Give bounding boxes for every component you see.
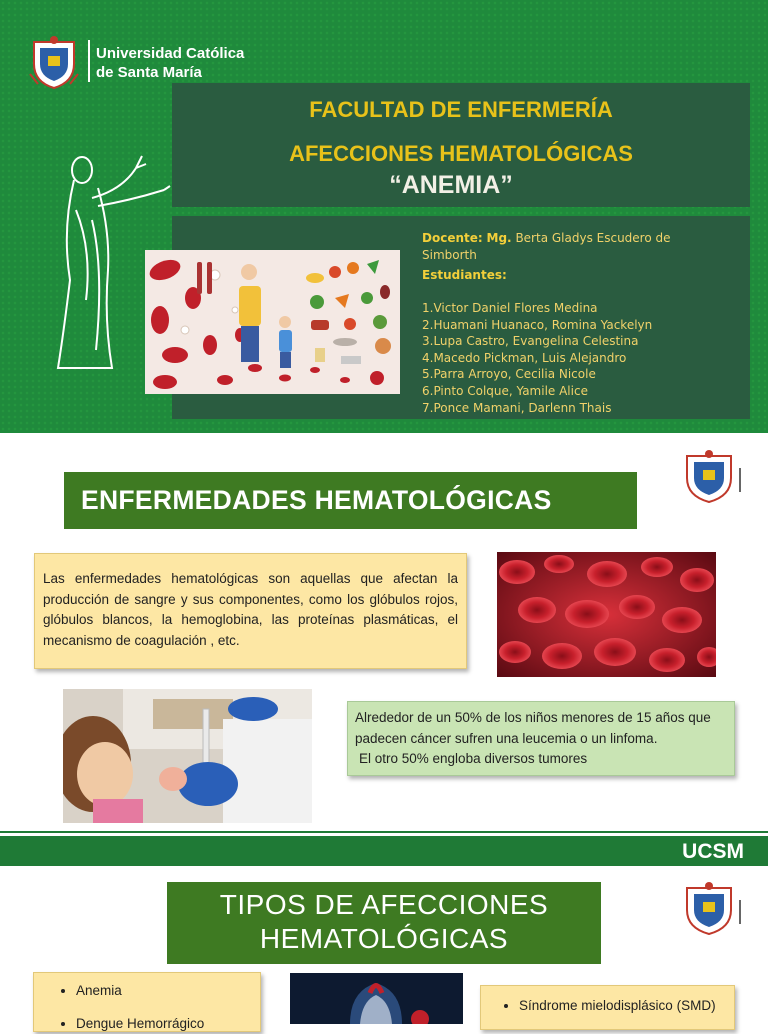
university-name-line1: Universidad Católica [96, 44, 244, 63]
topic-title: “ANEMIA” [162, 171, 740, 200]
students-list [422, 300, 652, 416]
title-panel [172, 83, 750, 207]
statistic-line2: El otro 50% engloba diversos tumores [355, 749, 727, 770]
footer-logo-text: UCSM [682, 840, 744, 864]
types-list-left [33, 972, 261, 1032]
list-item: • Anemia [76, 981, 260, 1002]
heart-anatomy-image [290, 973, 463, 1024]
student-item: 7.Ponce Mamani, Darlenn Thais [422, 400, 652, 417]
students-label: Estudiantes: [422, 267, 507, 284]
types-heading-line2: HEMATOLÓGICAS [167, 922, 601, 956]
title-slide [0, 0, 768, 433]
list-item: • Síndrome mielodisplásico (SMD) [519, 996, 734, 1017]
list-item: • Dengue Hemorrágico [76, 1014, 260, 1034]
student-item: 5.Parra Arroyo, Cecilia Nicole [422, 366, 652, 383]
teacher-line [422, 230, 722, 263]
statistic-line1: Alrededor de un 50% de los niños menores de 15 años que padecen cáncer sufren una leucemia o un linfoma. [355, 708, 727, 749]
footer-band [0, 833, 768, 869]
student-item: 4.Macedo Pickman, Luis Alejandro [422, 350, 652, 367]
child-blood-test-photo [63, 689, 312, 823]
anemia-illustration [145, 250, 400, 394]
student-item: 2.Huamani Huanaco, Romina Yackelyn [422, 317, 652, 334]
section-heading: ENFERMEDADES HEMATOLÓGICAS [64, 472, 637, 529]
teacher-label: Docente: [422, 231, 483, 245]
types-list-right [480, 985, 735, 1030]
definition-note: Las enfermedades hematológicas son aquellas que afectan la producción de sangre y sus componentes, como los glóbulos rojos, glóbulos blancos, la hemoglobina, las proteínas plasmáticas, el mecanismo de coagulación , etc. [34, 553, 467, 669]
logo-divider [88, 40, 90, 82]
course-title: AFECCIONES HEMATOLÓGICAS [172, 141, 750, 167]
student-item: 3.Lupa Castro, Evangelina Celestina [422, 333, 652, 350]
types-heading [167, 882, 601, 964]
university-crest-icon [683, 448, 743, 504]
university-crest-icon [28, 34, 80, 90]
university-name-line2: de Santa María [96, 63, 244, 82]
student-item: 1.Victor Daniel Flores Medina [422, 300, 652, 317]
student-item: 6.Pinto Colque, Yamile Alice [422, 383, 652, 400]
teacher-name: Berta Gladys Escudero de Simborth [422, 231, 671, 262]
teacher-title: Mg. [487, 231, 512, 245]
university-crest-icon [683, 880, 743, 938]
university-name [96, 44, 244, 82]
types-heading-line1: TIPOS DE AFECCIONES [167, 888, 601, 922]
red-blood-cells-image [497, 552, 716, 677]
faculty-title: FACULTAD DE ENFERMERÍA [172, 97, 750, 123]
statistic-note [347, 701, 735, 776]
